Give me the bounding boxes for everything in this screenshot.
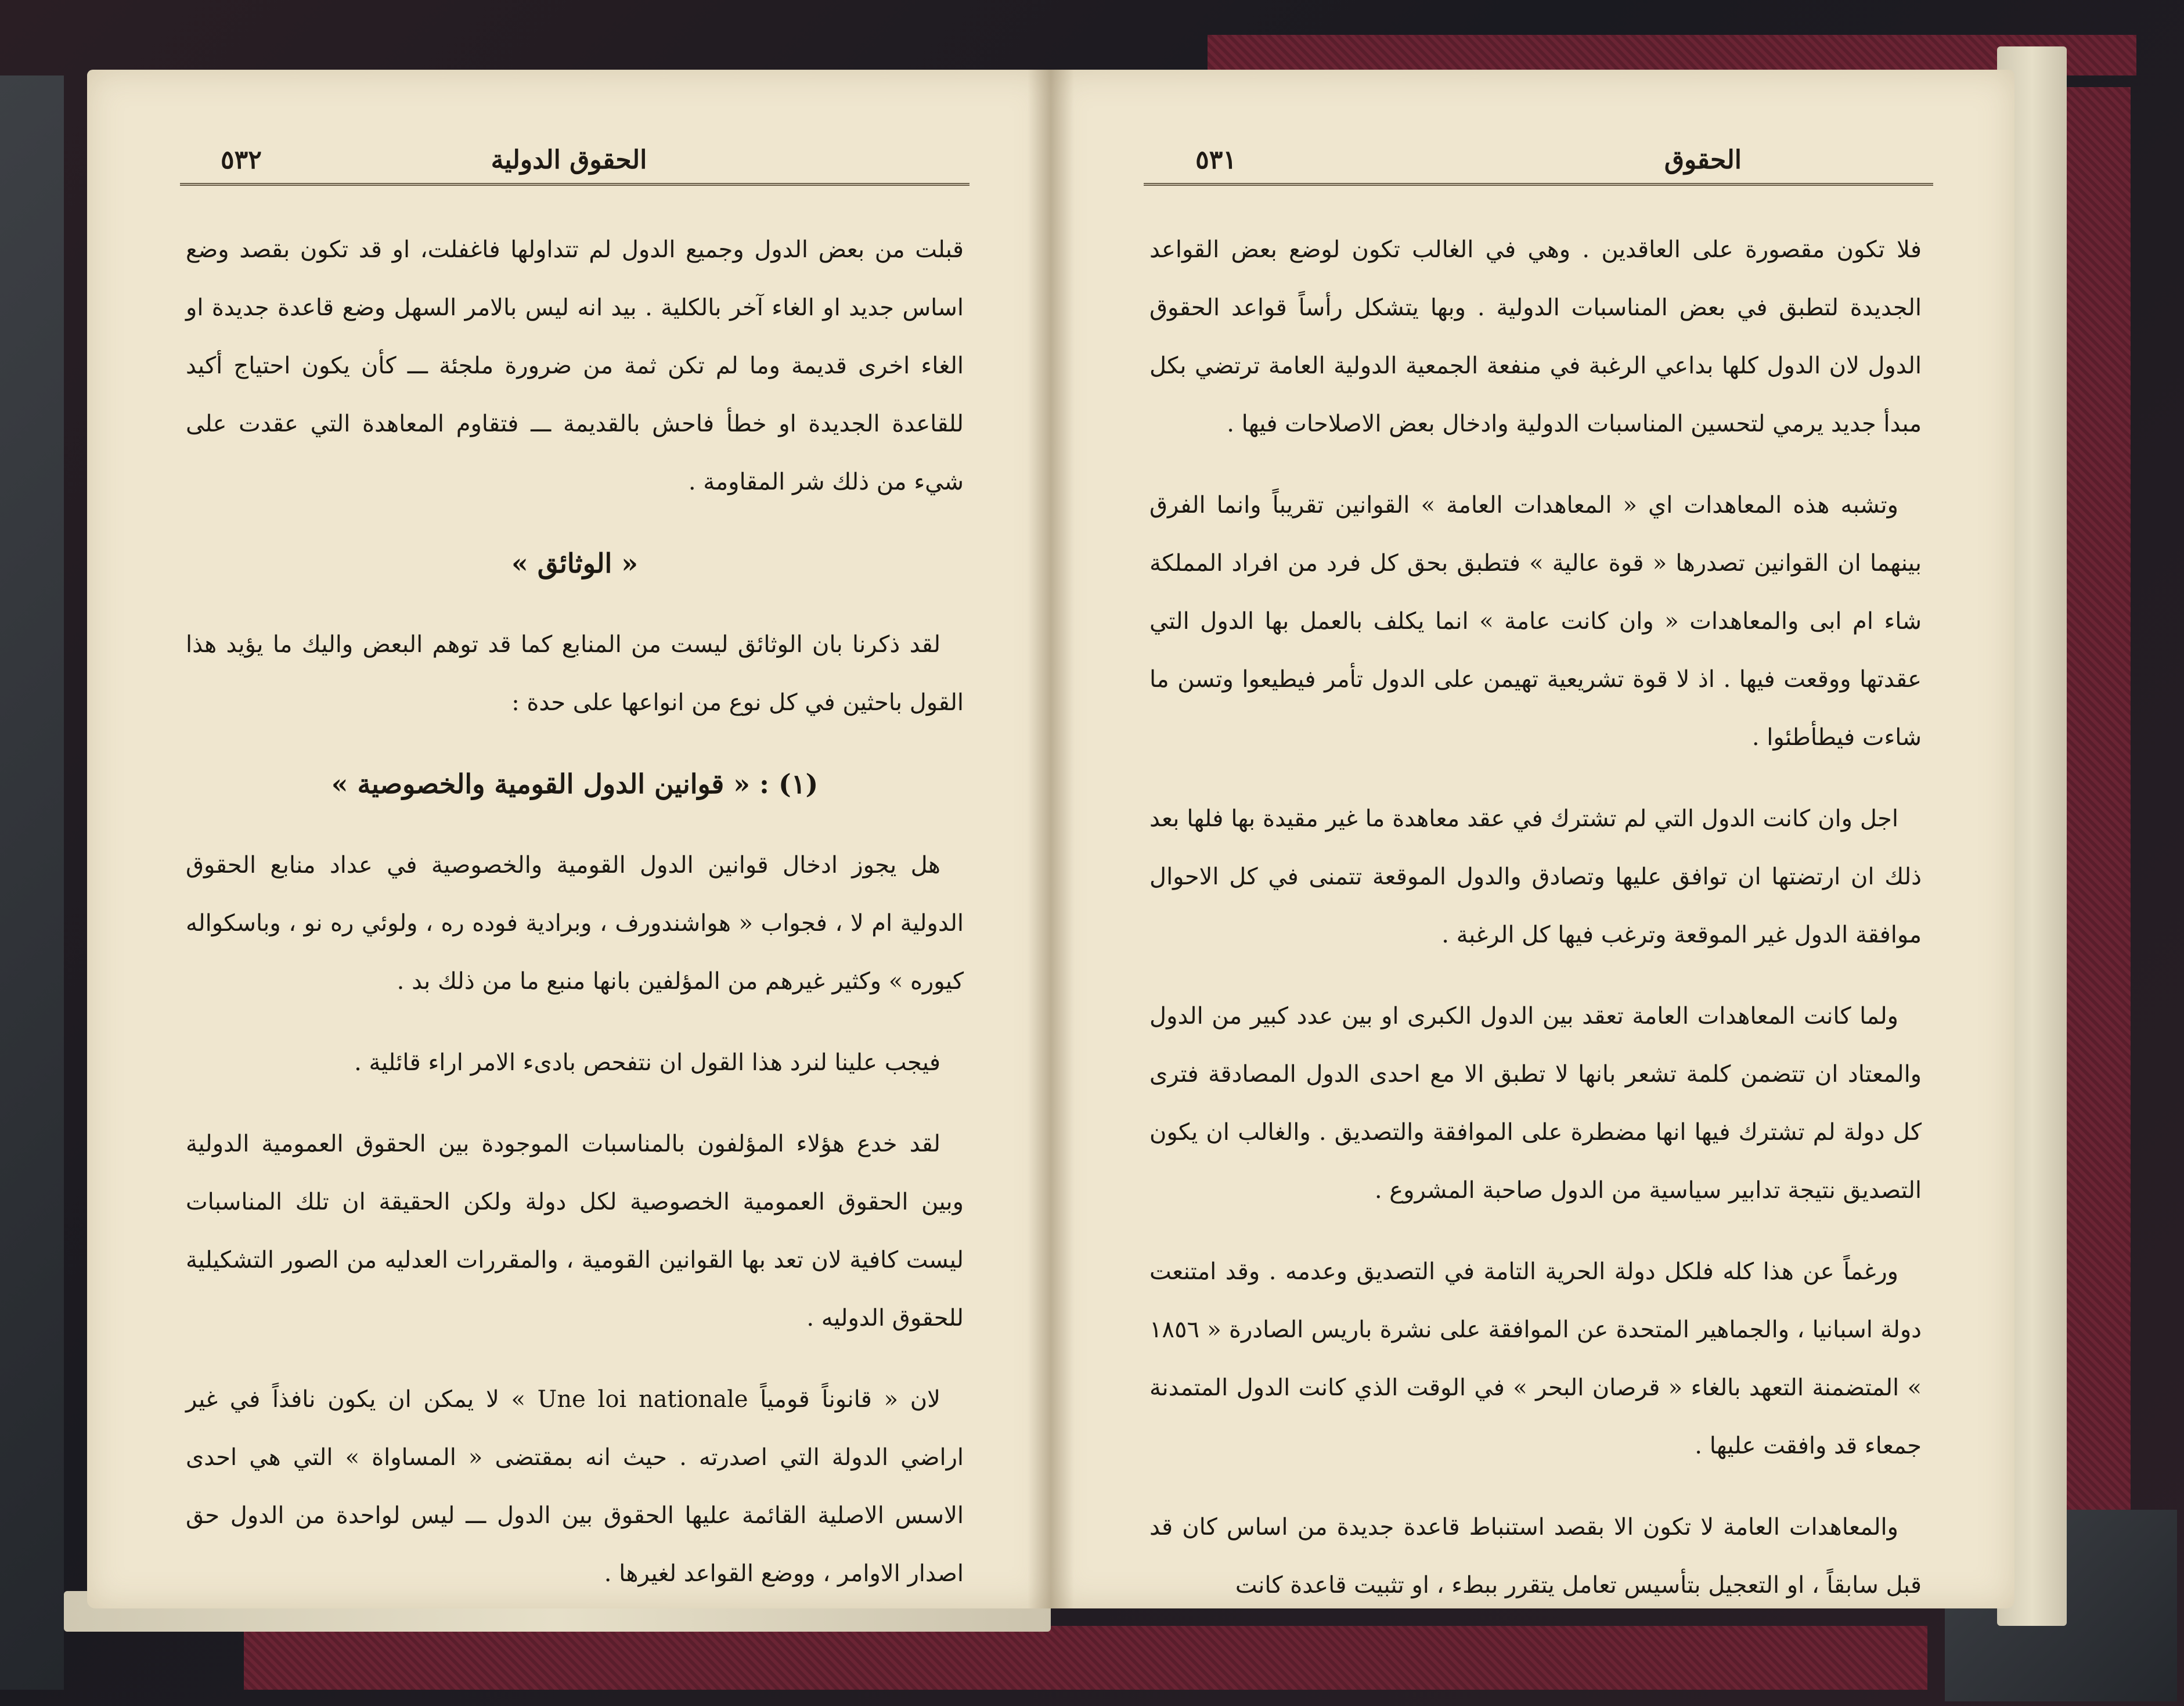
paragraph: ولما كانت المعاهدات العامة تعقد بين الدول الكبرى او بين عدد كبير من الدول والمعتاد ان تتضمن كلمة تشعر بانها لا تطبق الا مع احدى الدول المصادقة فترى كل دولة لم تشترك فيها انها مضطرة على الموافقة والتصديق . والغالب ان يكون التصديق نتيجة تدابير سياسية من الدول صاحبة المشروع .	[1149, 1003, 1922, 1204]
running-title: الحقوق الدولية	[491, 145, 647, 175]
header-rule	[180, 183, 970, 186]
paragraph: لقد ذكرنا بان الوثائق ليست من المنابع كما قد توهم البعض واليك ما يؤيد هذا القول باحثين في كل نوع من انواعها على حدة :	[186, 631, 964, 716]
paragraph: لان « قانوناً قومياً Une loi nationale » لا يمكن ان يكون نافذاً في غير اراضي الدولة التي اصدرته . حيث انه بمقتضى « المساواة » التي هي احدى الاسس الاصلية القائمة عليها الحقوق بين الدول ـــ ليس لواحدة من الدول حق اصدار الاوامر ، ووضع القواعد لغيرها .	[186, 1386, 964, 1587]
right-page-body	[1149, 221, 1922, 1608]
subsection-heading: (١) : « قوانين الدول القومية والخصوصية »	[331, 768, 819, 800]
paragraph: وتشبه هذه المعاهدات اي « المعاهدات العامة » القوانين تقريباً وانما الفرق بينهما ان القوانين تصدرها « قوة عالية » فتطبق بحق كل فرد من افراد المملكة شاء ام ابى والمعاهدات « وان كانت عامة » انما يكلف بالعمل بها الدول التي عقدتها ووقعت فيها . اذ لا قوة تشريعية تهيمن على الدول تأمر فيطيعوا وتسن ما شاءت فيطأطئوا .	[1149, 492, 1922, 751]
book-gutter	[1028, 70, 1074, 1608]
section-heading: « الوثائق »	[511, 548, 639, 579]
running-title: الحقوق	[1664, 145, 1742, 175]
paragraph: قبلت من بعض الدول وجميع الدول لم تتداولها فاغفلت، او قد تكون بقصد وضع اساس جديد او الغاء آخر بالكلية . بيد انه ليس بالامر السهل وضع قاعدة جديدة او الغاء اخرى قديمة وما لم تكن ثمة من ضرورة ملجئة ـــ كأن يكون احتياج أكيد للقاعدة الجديدة او خطأ فاحش بالقديمة ـــ فتقاوم المعاهدة التي عقدت على شيء من ذلك شر المقاومة .	[186, 236, 964, 495]
header-rule	[1144, 183, 1933, 186]
right-page	[1051, 70, 2014, 1608]
left-page-body	[186, 221, 964, 1608]
page-number: ٥٣٢	[221, 145, 262, 175]
left-page	[87, 70, 1051, 1608]
page-number: ٥٣١	[1195, 145, 1237, 175]
paragraph: هل يجوز ادخال قوانين الدول القومية والخصوصية في عداد منابع الحقوق الدولية ام لا ، فجواب « هواشندورف ، وبرادية فوده ره ، ولوئي ره نو ، وباسكواله كيوره » وكثير غيرهم من المؤلفين بانها منبع ما من ذلك بد .	[186, 852, 964, 995]
cover-cloth-bottom	[244, 1626, 1927, 1690]
paragraph: فيجب علينا لنرد هذا القول ان نتفحص بادىء الامر اراء قائلية .	[354, 1049, 940, 1076]
paragraph: فلا تكون مقصورة على العاقدين . وهي في الغالب تكون لوضع بعض القواعد الجديدة لتطبق في بعض المناسبات الدولية . وبها يتشكل رأساً قواعد الحقوق الدول لان الدول كلها بداعي الرغبة في منفعة الجمعية الدولية العامة ترتضي بكل مبدأ جديد يرمي لتحسين المناسبات الدولية وادخال بعض الاصلاحات فيها .	[1149, 236, 1922, 437]
paragraph: والمعاهدات العامة لا تكون الا بقصد استنباط قاعدة جديدة من اساس كان قد قبل سابقاً ، او التعجيل بتأسيس تعامل يتقرر ببطء ، او تثبيت قاعدة كانت	[1149, 1514, 1922, 1599]
cover-corner-left	[0, 75, 64, 1690]
paragraph: لقد خدع هؤلاء المؤلفون بالمناسبات الموجودة بين الحقوق العمومية الدولية وبين الحقوق العمومية الخصوصية لكل دولة ولكن الحقيقة ان تلك المناسبات ليست كافية لان تعد بها القوانين القومية ، والمقررات العدليه من الصور التشكيلية للحقوق الدوليه .	[186, 1131, 964, 1331]
paragraph: اجل وان كانت الدول التي لم تشترك في عقد معاهدة ما غير مقيدة بها فلها بعد ذلك ان ارتضتها ان توافق عليها وتصادق والدول الموقعة تتمنى في كل الاحوال موافقة الدول غير الموقعة وترغب فيها كل الرغبة .	[1149, 805, 1922, 948]
paragraph: ورغماً عن هذا كله فلكل دولة الحرية التامة في التصديق وعدمه . وقد امتنعت دولة اسبانيا ، والجماهير المتحدة عن الموافقة على نشرة باريس الصادرة « ١٨٥٦ » المتضمنة التعهد بالغاء « قرصان البحر » في الوقت الذي كانت الدول المتمدنة جمعاء قد وافقت عليها .	[1149, 1258, 1922, 1459]
